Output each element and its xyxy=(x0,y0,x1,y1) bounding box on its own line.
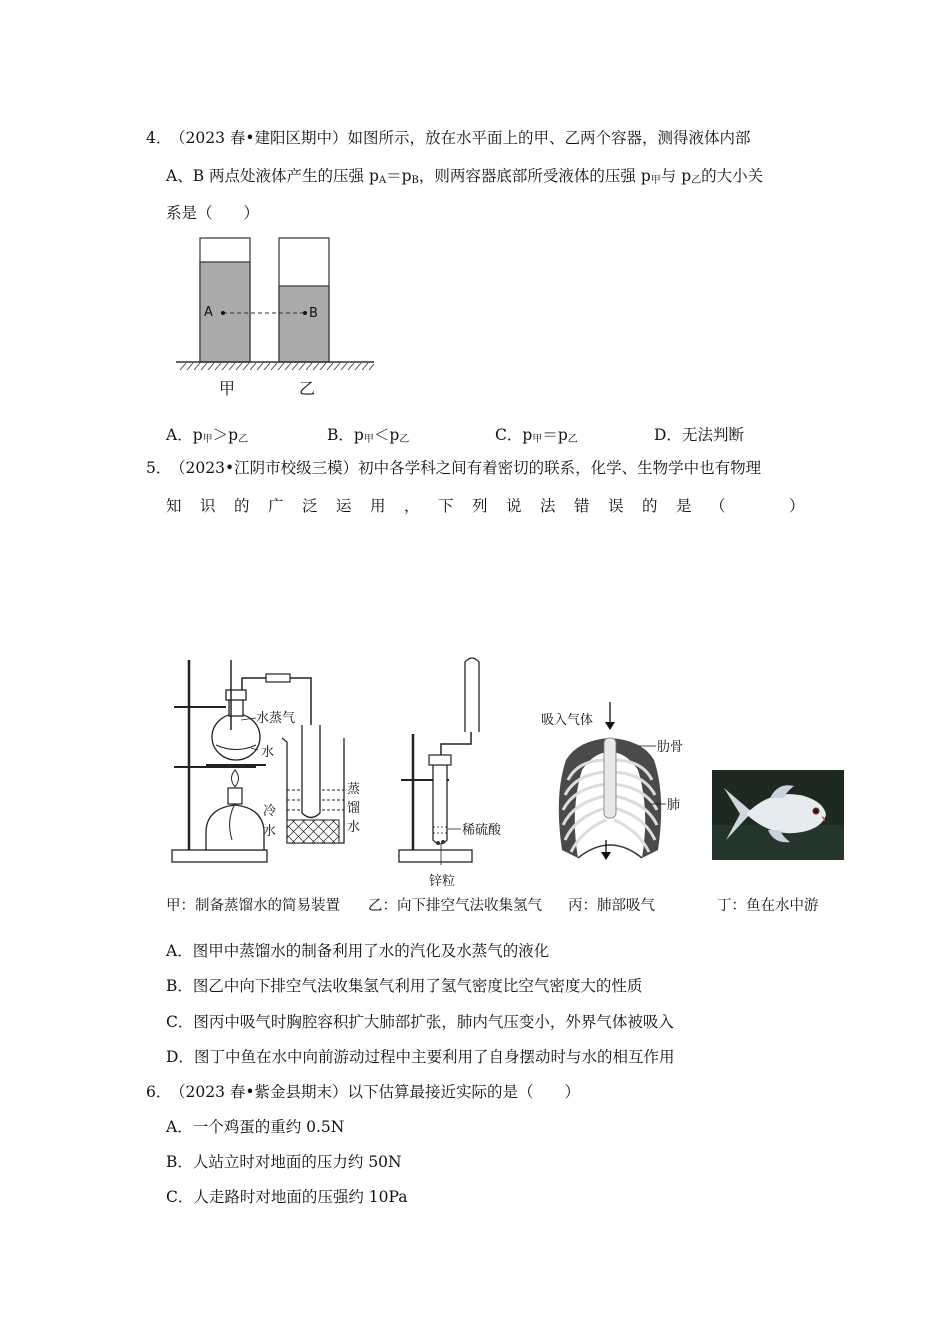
label-steam: 水蒸气 xyxy=(256,711,296,726)
q4-container-figure xyxy=(172,236,382,401)
ribcage xyxy=(559,738,661,858)
q4-option-a[interactable]: A．$p_甲>p_乙$ xyxy=(166,426,249,445)
q4-stem-line1: （2023 春•建阳区期中）如图所示，放在水平面上的甲、乙两个容器，测得液体内部 xyxy=(170,129,751,147)
point-a-label: A xyxy=(204,305,213,320)
q4-stem-line2: A、B 两点处液体产生的压强 $p_A=p_B$，则两容器底部所受液体的压强 $p_甲$与 $p_乙$的大小关 xyxy=(166,167,764,186)
q5-option-a[interactable]: A．图甲中蒸馏水的制备利用了水的汽化及水蒸气的液化 xyxy=(166,942,550,960)
q5-option-d[interactable]: D．图丁中鱼在水中向前游动过程中主要利用了自身摆动时与水的相互作用 xyxy=(166,1048,675,1066)
q6-stem-line1: （2023 春•紫金县期末）以下估算最接近实际的是（ ） xyxy=(170,1083,581,1101)
stand-base xyxy=(172,850,267,862)
q6-number: 6． xyxy=(146,1083,172,1101)
stand-base xyxy=(399,850,472,862)
collecting-tube xyxy=(465,658,479,732)
caption-jia: 甲：制备蒸馏水的简易装置 xyxy=(166,898,340,914)
label-cold-2: 水 xyxy=(263,824,277,839)
label-acid: 稀硫酸 xyxy=(462,823,502,838)
label-distilled-3: 水 xyxy=(347,820,361,835)
q6-option-c[interactable]: C．人走路时对地面的压强约 10Pa xyxy=(166,1188,408,1206)
container-yi-label: 乙 xyxy=(299,379,316,398)
label-cold-1: 冷 xyxy=(263,804,277,819)
stopper xyxy=(429,755,451,765)
q6-option-b[interactable]: B．人站立时对地面的压力约 50N xyxy=(166,1153,402,1171)
q5-stem-line2-end: ） xyxy=(789,497,805,515)
q4-option-c[interactable]: C．$p_甲=p_乙$ xyxy=(495,426,578,445)
label-rib: 肋骨 xyxy=(657,740,684,755)
container-jia-label: 甲 xyxy=(219,379,236,398)
label-distilled-2: 馏 xyxy=(347,801,361,816)
flame xyxy=(232,770,239,787)
label-inhale: 吸入气体 xyxy=(541,713,594,728)
reaction-tube xyxy=(433,764,447,844)
q5-number: 5． xyxy=(146,459,172,477)
q6-option-a[interactable]: A．一个鸡蛋的重约 0.5N xyxy=(166,1118,345,1136)
caption-yi: 乙：向下排空气法收集氢气 xyxy=(368,898,542,914)
q4-stem-line3: 系是（ ） xyxy=(166,204,260,222)
ground-hatch xyxy=(180,363,374,370)
q5-figure-yi xyxy=(393,652,523,892)
sternum xyxy=(604,738,616,818)
q5-stem-line1: （2023•江阴市校级三模）初中各学科之间有着密切的联系，化学、生物学中也有物理 xyxy=(170,459,762,477)
q4-number: 4． xyxy=(146,129,172,147)
label-distilled-1: 蒸 xyxy=(347,782,361,797)
caption-bing: 丙：肺部吸气 xyxy=(568,898,655,914)
q5-option-b[interactable]: B．图乙中向下排空气法收集氢气利用了氢气密度比空气密度大的性质 xyxy=(166,977,643,995)
flask xyxy=(212,714,260,760)
label-water: 水 xyxy=(261,745,275,760)
point-a-dot xyxy=(221,311,225,315)
q5-option-c[interactable]: C．图丙中吸气时胸腔容积扩大肺部扩张，肺内气压变小，外界气体被吸入 xyxy=(166,1013,674,1031)
alcohol-lamp xyxy=(206,805,264,850)
q4-option-b[interactable]: B．$p_甲<p_乙$ xyxy=(327,426,410,445)
q4-option-d[interactable]: D．无法判断 xyxy=(654,426,744,444)
label-lung: 肺 xyxy=(667,798,681,813)
q5-figure-ding-fish-photo xyxy=(712,770,844,860)
stopper xyxy=(226,690,246,700)
point-b-dot xyxy=(303,311,307,315)
q5-figure-jia xyxy=(166,650,376,868)
label-zinc: 锌粒 xyxy=(429,874,456,889)
point-b-label: B xyxy=(309,306,318,321)
q5-figure-bing xyxy=(538,700,698,865)
liquid-yi xyxy=(279,286,329,362)
q5-stem-line2: 知识的广泛运用，下列说法错误的是（ xyxy=(166,497,745,515)
test-tube xyxy=(302,725,320,818)
caption-ding: 丁：鱼在水中游 xyxy=(717,898,819,914)
